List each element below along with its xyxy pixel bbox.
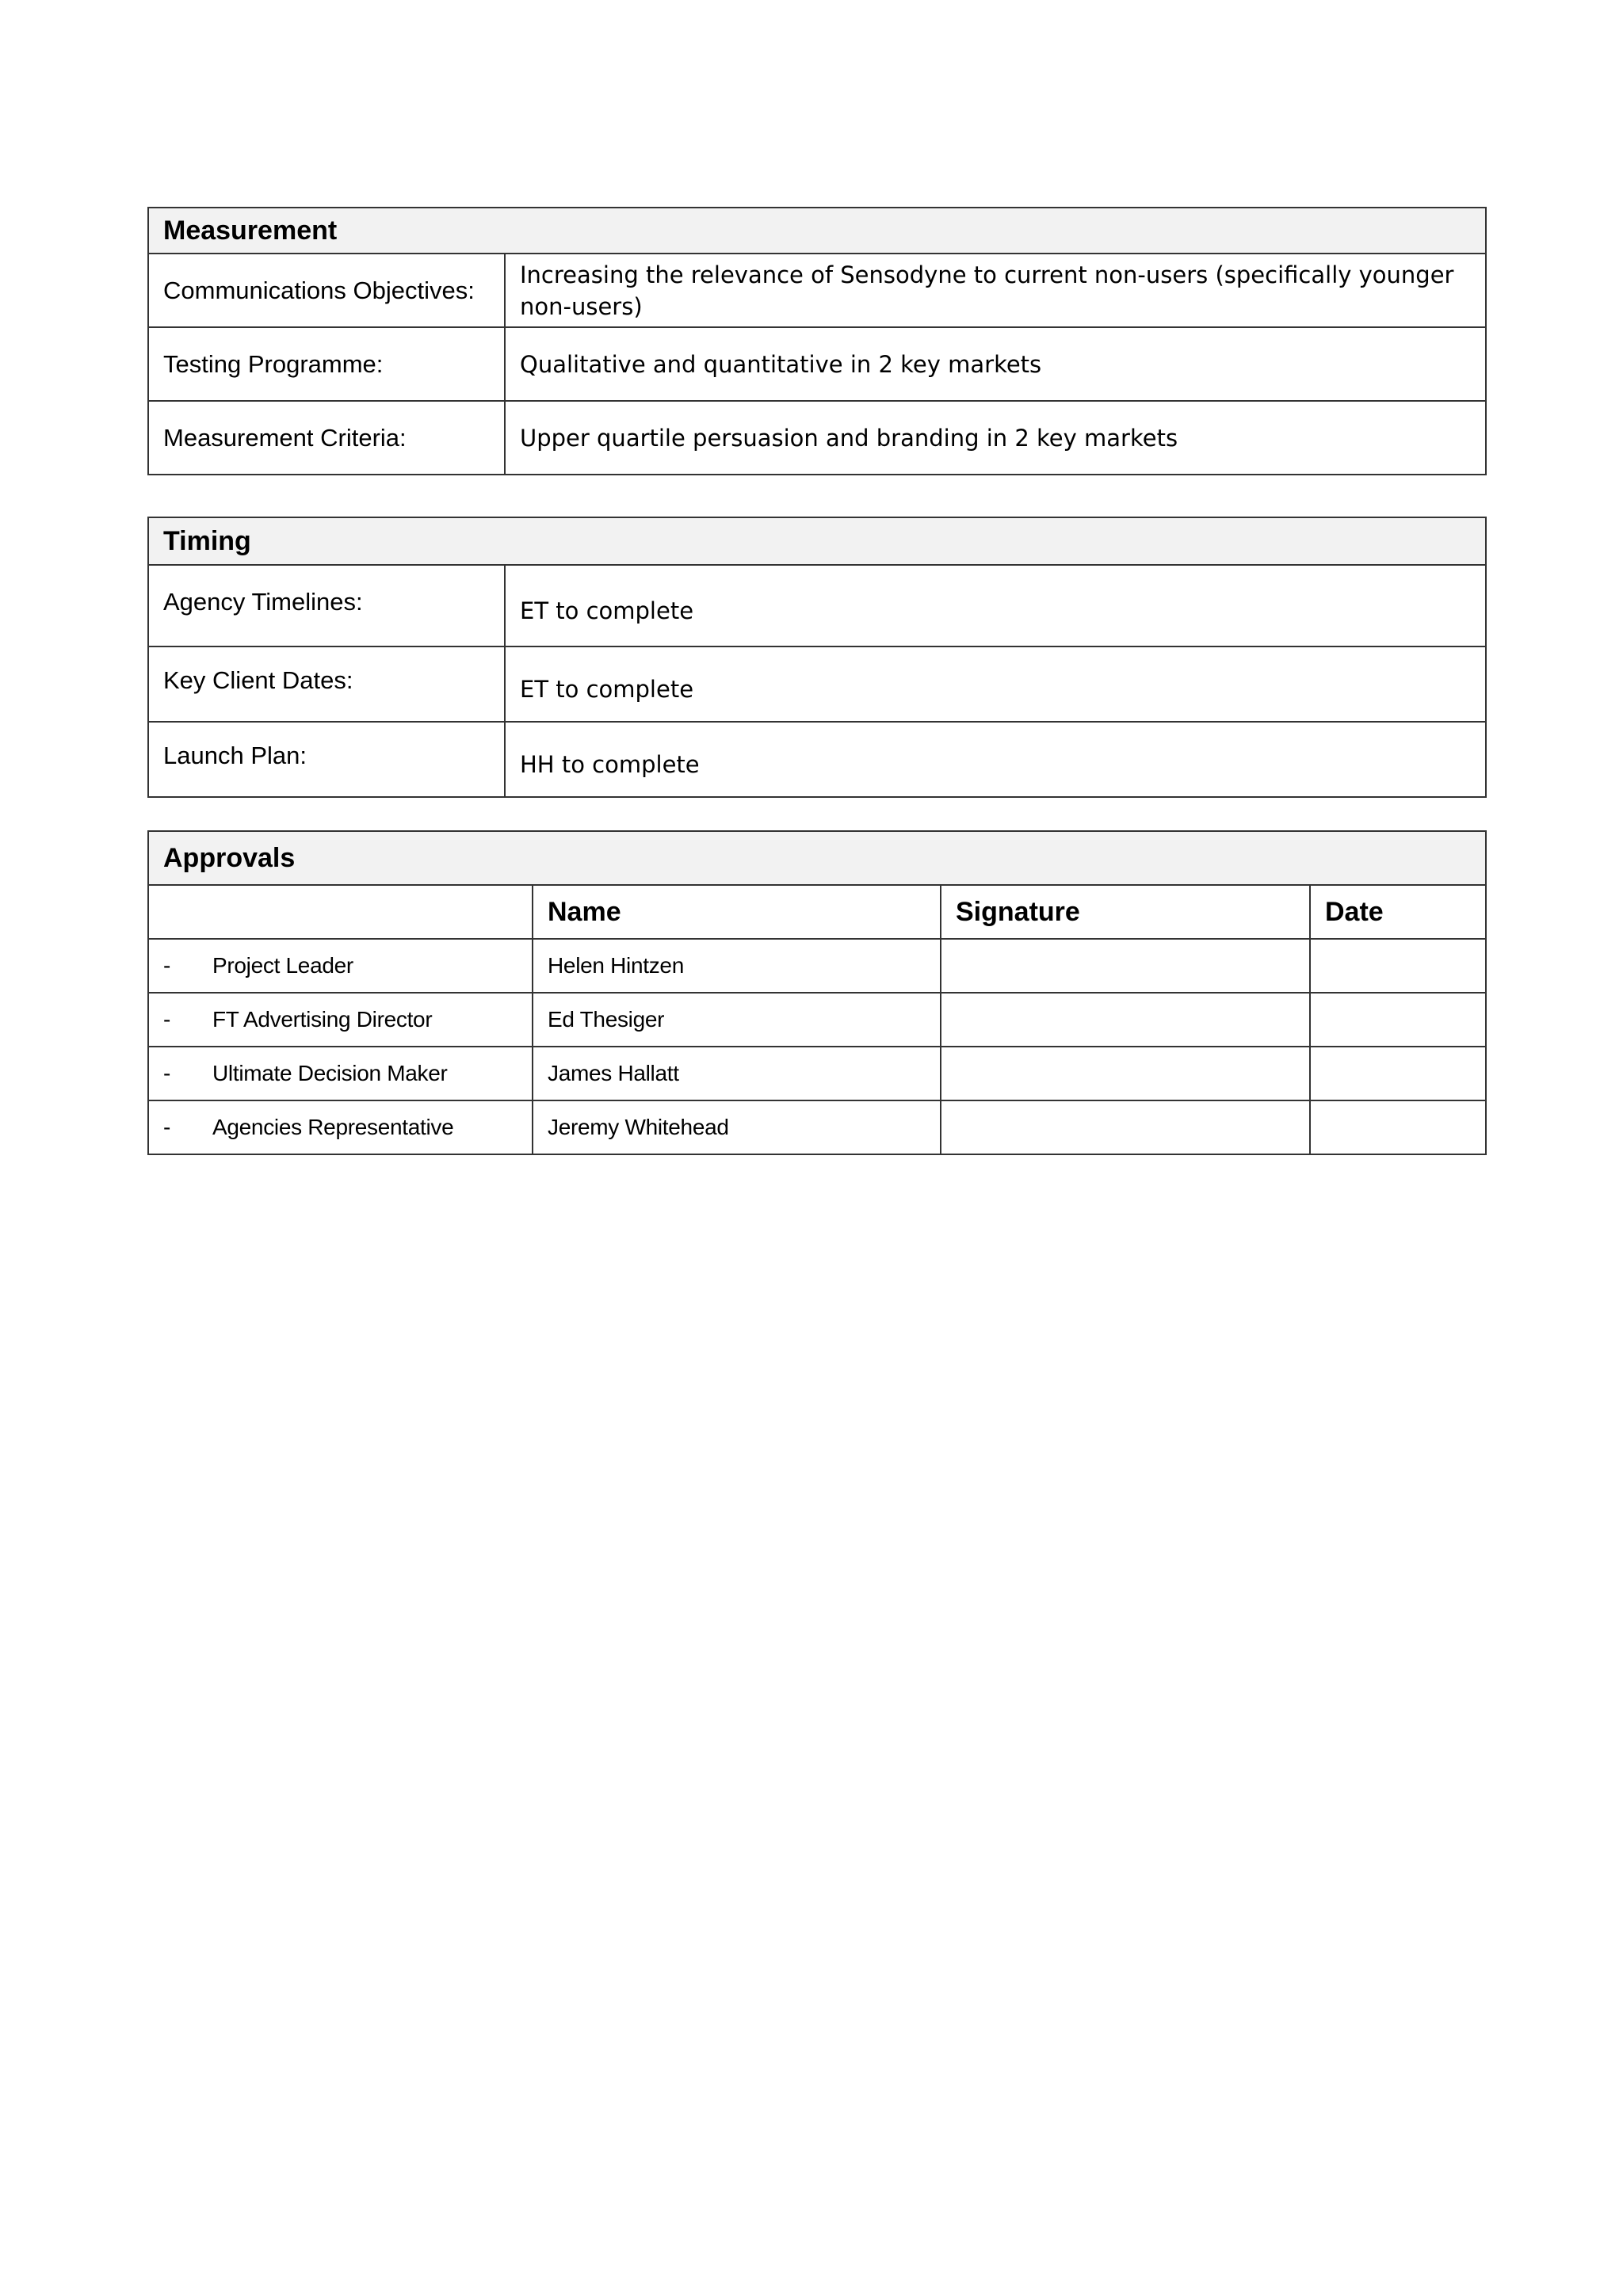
table-row <box>148 327 1486 401</box>
name-cell: Helen Hintzen <box>533 939 941 993</box>
signature-cell <box>941 993 1310 1047</box>
date-cell <box>1310 1047 1486 1100</box>
signature-cell <box>941 1100 1310 1154</box>
communications-objectives-value: Increasing the relevance of Sensodyne to current non-users (specifically younger non-users) <box>505 254 1486 327</box>
role-label: FT Advertising Director <box>212 1007 433 1032</box>
name-cell: James Hallatt <box>533 1047 941 1100</box>
table-row <box>148 939 1486 993</box>
agency-timelines-value: ET to complete <box>505 565 1486 646</box>
date-cell <box>1310 993 1486 1047</box>
role-cell <box>148 1047 533 1100</box>
role-column-header <box>148 885 533 939</box>
table-row <box>148 722 1486 797</box>
table-row <box>148 646 1486 722</box>
testing-programme-value: Qualitative and quantitative in 2 key markets <box>505 327 1486 401</box>
bullet-dash: - <box>163 1007 171 1032</box>
bullet-dash: - <box>163 953 171 978</box>
role-label: Project Leader <box>212 953 353 978</box>
role-cell <box>148 993 533 1047</box>
table-row <box>148 993 1486 1047</box>
signature-cell <box>941 939 1310 993</box>
table-row <box>148 1100 1486 1154</box>
launch-plan-value: HH to complete <box>505 722 1486 797</box>
table-row <box>148 254 1486 327</box>
measurement-criteria-label: Measurement Criteria: <box>148 401 505 475</box>
name-cell: Ed Thesiger <box>533 993 941 1047</box>
signature-column-header: Signature <box>941 885 1310 939</box>
agency-timelines-label: Agency Timelines: <box>148 565 505 646</box>
name-column-header: Name <box>533 885 941 939</box>
date-cell <box>1310 1100 1486 1154</box>
table-header-row <box>148 885 1486 939</box>
measurement-section-title: Measurement <box>148 208 1486 254</box>
approvals-table <box>147 830 1487 1155</box>
communications-objectives-label: Communications Objectives: <box>148 254 505 327</box>
role-cell <box>148 939 533 993</box>
measurement-criteria-value: Upper quartile persuasion and branding in 2 key markets <box>505 401 1486 475</box>
date-cell <box>1310 939 1486 993</box>
table-row <box>148 565 1486 646</box>
key-client-dates-value: ET to complete <box>505 646 1486 722</box>
bullet-dash: - <box>163 1115 171 1139</box>
timing-section-title: Timing <box>148 517 1486 565</box>
approvals-section-title: Approvals <box>148 831 1486 885</box>
measurement-table <box>147 207 1487 475</box>
launch-plan-label: Launch Plan: <box>148 722 505 797</box>
role-cell <box>148 1100 533 1154</box>
testing-programme-label: Testing Programme: <box>148 327 505 401</box>
bullet-dash: - <box>163 1061 171 1085</box>
role-label: Ultimate Decision Maker <box>212 1061 448 1085</box>
name-cell: Jeremy Whitehead <box>533 1100 941 1154</box>
role-label: Agencies Representative <box>212 1115 454 1139</box>
table-row <box>148 1047 1486 1100</box>
signature-cell <box>941 1047 1310 1100</box>
table-row <box>148 401 1486 475</box>
key-client-dates-label: Key Client Dates: <box>148 646 505 722</box>
date-column-header: Date <box>1310 885 1486 939</box>
timing-table <box>147 517 1487 798</box>
